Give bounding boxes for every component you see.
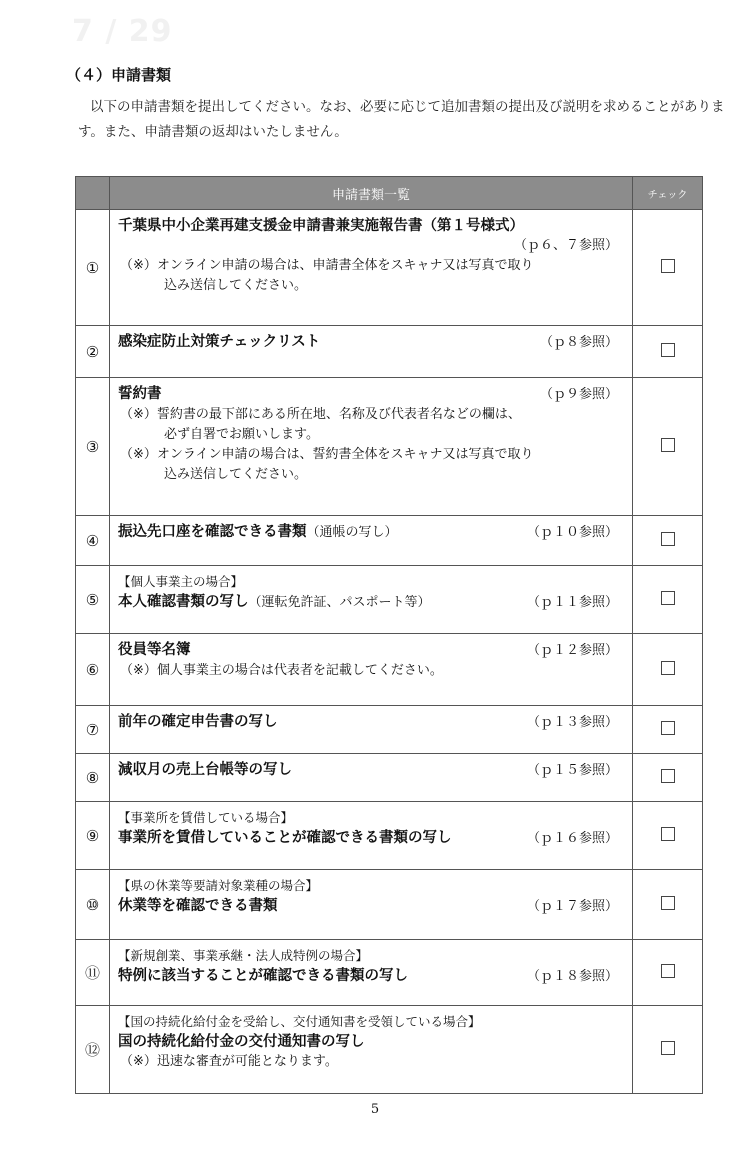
table-row xyxy=(76,802,703,870)
note xyxy=(118,661,624,681)
row-number: ② xyxy=(76,326,110,378)
document-title: 前年の確定申告書の写し xyxy=(118,714,278,730)
document-title: 千葉県中小企業再建支援金申請書兼実施報告書（第１号様式） xyxy=(118,218,524,234)
table-header-row xyxy=(76,177,703,210)
checkbox[interactable] xyxy=(661,591,675,605)
table-row xyxy=(76,940,703,1006)
note-text: （※）オンライン申請の場合は、誓約書全体をスキャナ又は写真で取り xyxy=(120,447,534,462)
page-reference: （ｐ１５参照） xyxy=(526,763,618,778)
row-number: ⑥ xyxy=(76,634,110,706)
page-watermark: 7 / 29 xyxy=(72,14,173,49)
row-content xyxy=(110,940,633,1006)
page-reference: （ｐ６、７参照） xyxy=(513,238,618,253)
note-text: （※）誓約書の最下部にある所在地、名称及び代表者名などの欄は、 xyxy=(120,407,521,422)
note xyxy=(118,405,624,445)
check-cell[interactable] xyxy=(633,566,703,634)
check-cell[interactable] xyxy=(633,870,703,940)
table-row xyxy=(76,870,703,940)
checkbox[interactable] xyxy=(661,827,675,841)
check-cell[interactable] xyxy=(633,940,703,1006)
row-content xyxy=(110,634,633,706)
note-text: （※）オンライン申請の場合は、申請書全体をスキャナ又は写真で取り xyxy=(120,258,534,273)
checkbox[interactable] xyxy=(661,343,675,357)
check-cell[interactable] xyxy=(633,210,703,326)
condition-label: 【個人事業主の場合】 xyxy=(118,574,244,589)
page-reference: （ｐ１３参照） xyxy=(526,715,618,730)
note-text: （※）迅速な審査が可能となります。 xyxy=(120,1054,338,1069)
header-check: チェック xyxy=(633,177,703,210)
row-number: ⑦ xyxy=(76,706,110,754)
row-number: ⑪ xyxy=(76,940,110,1006)
row-content xyxy=(110,326,633,378)
check-cell[interactable] xyxy=(633,634,703,706)
note xyxy=(118,256,624,296)
row-number: ⑧ xyxy=(76,754,110,802)
check-cell[interactable] xyxy=(633,516,703,566)
document-title: 国の持続化給付金の交付通知書の写し xyxy=(118,1034,365,1050)
page-reference: （ｐ１０参照） xyxy=(526,525,618,540)
row-content xyxy=(110,706,633,754)
row-content xyxy=(110,566,633,634)
check-cell[interactable] xyxy=(633,802,703,870)
checkbox[interactable] xyxy=(661,661,675,675)
checkbox[interactable] xyxy=(661,438,675,452)
checkbox[interactable] xyxy=(661,896,675,910)
page-reference: （ｐ１２参照） xyxy=(526,643,618,658)
row-content xyxy=(110,802,633,870)
page-reference: （ｐ１８参照） xyxy=(526,969,618,984)
checkbox[interactable] xyxy=(661,532,675,546)
condition-label: 【県の休業等要請対象業種の場合】 xyxy=(118,878,319,893)
row-content xyxy=(110,516,633,566)
document-title: 特例に該当することが確認できる書類の写し xyxy=(118,968,408,984)
row-content xyxy=(110,870,633,940)
note-text-cont: 込み送信してください。 xyxy=(164,278,308,293)
row-content xyxy=(110,210,633,326)
document-title: 本人確認書類の写し xyxy=(118,594,249,610)
table-row xyxy=(76,634,703,706)
note-text: （※）個人事業主の場合は代表者を記載してください。 xyxy=(120,663,443,678)
note xyxy=(118,445,624,485)
table-row xyxy=(76,706,703,754)
row-number: ③ xyxy=(76,378,110,516)
checkbox[interactable] xyxy=(661,1041,675,1055)
page-reference: （ｐ１６参照） xyxy=(526,831,618,846)
table-row xyxy=(76,326,703,378)
note xyxy=(118,1052,624,1072)
table-row xyxy=(76,378,703,516)
note-text-cont: 必ず自署でお願いします。 xyxy=(164,427,319,442)
condition-label: 【国の持続化給付金を受給し、交付通知書を受領している場合】 xyxy=(118,1014,481,1029)
document-subtitle: （通帳の写し） xyxy=(306,525,398,540)
checkbox[interactable] xyxy=(661,964,675,978)
check-cell[interactable] xyxy=(633,378,703,516)
note-text-cont: 込み送信してください。 xyxy=(164,467,308,482)
section-title: （４）申請書類 xyxy=(66,66,172,84)
row-number: ⑩ xyxy=(76,870,110,940)
checkbox[interactable] xyxy=(661,721,675,735)
page-reference: （ｐ８参照） xyxy=(539,335,618,350)
document-title: 休業等を確認できる書類 xyxy=(118,898,278,914)
document-title: 振込先口座を確認できる書類 xyxy=(118,524,307,540)
table-row xyxy=(76,754,703,802)
row-number: ① xyxy=(76,210,110,326)
row-content xyxy=(110,754,633,802)
row-number: ④ xyxy=(76,516,110,566)
page-reference: （ｐ１７参照） xyxy=(526,899,618,914)
document-title: 誓約書 xyxy=(118,386,162,402)
header-number-cell xyxy=(76,177,110,210)
intro-paragraph: 以下の申請書類を提出してください。なお、必要に応じて追加書類の提出及び説明を求めることがあります。また、申請書類の返却はいたしません。 xyxy=(78,99,725,140)
document-list-table xyxy=(75,176,703,1094)
table-row xyxy=(76,516,703,566)
table-row xyxy=(76,210,703,326)
checkbox[interactable] xyxy=(661,769,675,783)
check-cell[interactable] xyxy=(633,326,703,378)
table-row xyxy=(76,1006,703,1094)
row-number: ⑨ xyxy=(76,802,110,870)
document-subtitle: （運転免許証、パスポート等） xyxy=(248,595,431,610)
page-reference: （ｐ１１参照） xyxy=(526,595,618,610)
check-cell[interactable] xyxy=(633,754,703,802)
document-title: 感染症防止対策チェックリスト xyxy=(118,334,321,350)
condition-label: 【新規創業、事業承継・法人成特例の場合】 xyxy=(118,948,369,963)
row-number: ⑫ xyxy=(76,1006,110,1094)
condition-label: 【事業所を賃借している場合】 xyxy=(118,810,294,825)
table-row xyxy=(76,566,703,634)
checkbox[interactable] xyxy=(661,259,675,273)
check-cell[interactable] xyxy=(633,706,703,754)
row-number: ⑤ xyxy=(76,566,110,634)
check-cell[interactable] xyxy=(633,1006,703,1094)
page-number: 5 xyxy=(370,1102,380,1117)
row-content xyxy=(110,1006,633,1094)
document-title: 事業所を賃借していることが確認できる書類の写し xyxy=(118,830,452,846)
header-title: 申請書類一覧 xyxy=(110,177,633,210)
page-reference: （ｐ９参照） xyxy=(539,387,618,402)
row-content xyxy=(110,378,633,516)
document-title: 役員等名簿 xyxy=(118,642,191,658)
document-title: 減収月の売上台帳等の写し xyxy=(118,762,292,778)
